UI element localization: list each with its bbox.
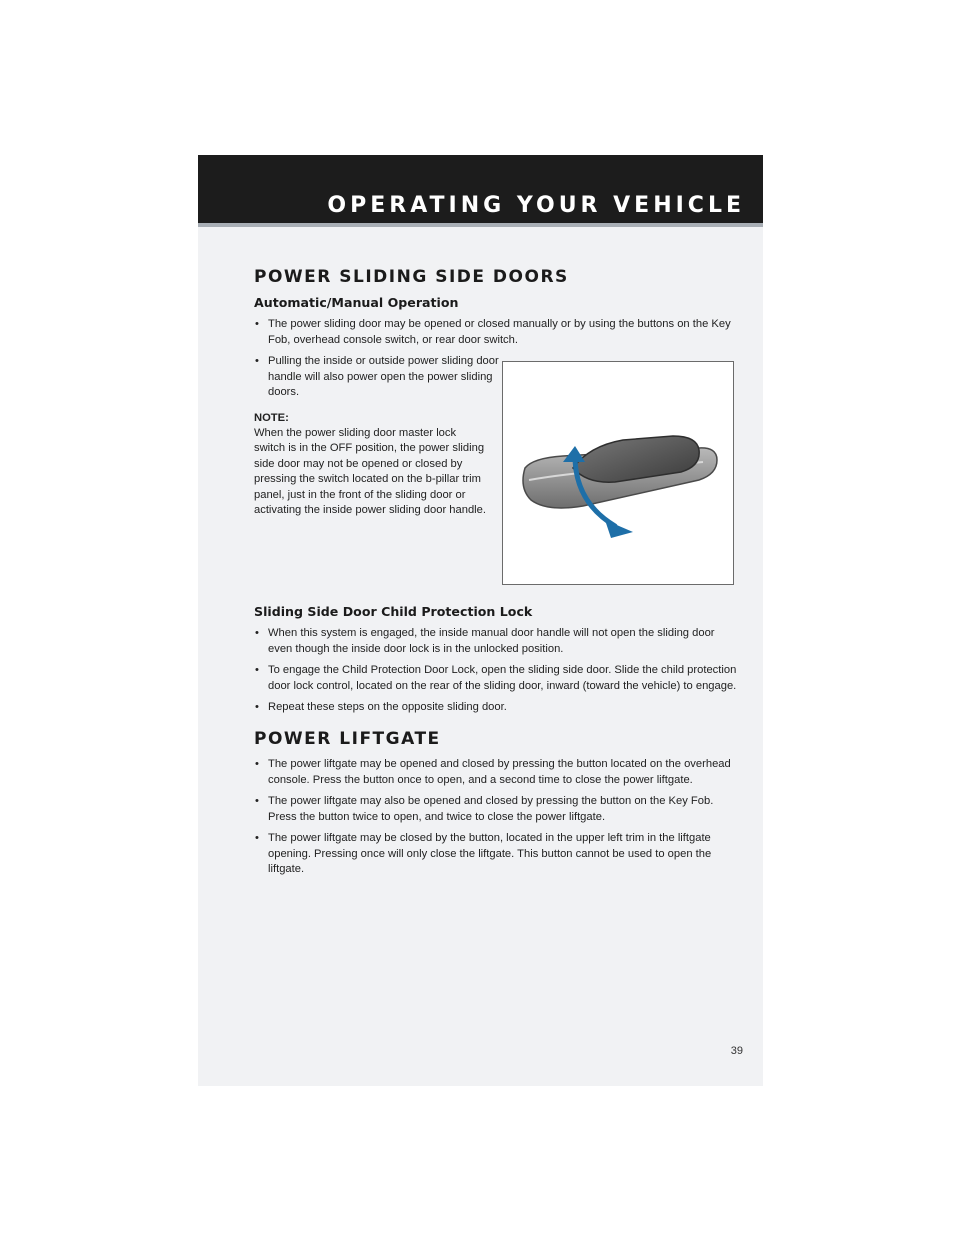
list-item [254,700,738,716]
note-label: NOTE: [254,411,289,424]
bullet-text: The power sliding door may be opened or closed manually or by using the buttons on the Key Fob, overhead console switch, or rear door switch. [268,318,731,346]
bullet-text: Repeat these steps on the opposite sliding door. [268,701,507,713]
bullet-marker: • [255,627,259,639]
section-title: POWER LIFTGATE [254,729,441,749]
section-title: POWER SLIDING SIDE DOORS [254,267,569,287]
bullet-marker: • [255,355,259,367]
bullet-text: The power liftgate may also be opened and closed by pressing the button on the Key Fob. Press the button twice to open, and twice to close the power liftgate. [268,795,714,823]
bullet-marker: • [255,758,259,770]
list-item [254,354,504,401]
manual-page [198,155,763,1086]
bullet-marker: • [255,832,259,844]
bullet-text: When this system is engaged, the inside manual door handle will not open the sliding door even though the inside door lock is in the unlocked position. [268,627,715,655]
list-item [254,757,738,788]
note-text: When the power sliding door master lock switch is in the OFF position, the power sliding side door may not be opened or closed by pressing the switch located on the b-pillar trim panel, just in the front of the sliding door or activating the inside power sliding door handle. [254,426,486,516]
list-item [254,831,738,878]
bullet-marker: • [255,701,259,713]
bullet-text: To engage the Child Protection Door Lock, open the sliding side door. Slide the child protection door lock control, located on the rear of the sliding door, inward (toward the vehicle) to engage. [268,664,737,692]
subsection-title: Automatic/Manual Operation [254,295,459,310]
bullet-marker: • [255,795,259,807]
bullet-text: The power liftgate may be opened and closed by pressing the button located on the overhead console. Press the button once to open, and a second time to close the power liftgate. [268,758,731,786]
list-item [254,626,738,657]
list-item [254,794,738,825]
section-power-sliding-doors [254,267,738,519]
page-number: 39 [730,1045,743,1057]
subsection-title: Sliding Side Door Child Protection Lock [254,604,533,619]
door-handle-illustration [502,361,734,585]
section-child-protection-lock [254,604,738,722]
list-item [254,317,738,348]
bullet-text: The power liftgate may be closed by the button, located in the upper left trim in the liftgate opening. Pressing once will only close the liftgate. This button cannot be used to open the liftgate. [268,832,712,875]
door-handle-drawing [503,362,733,584]
bullet-text: Pulling the inside or outside power sliding door handle will also power open the power sliding doors. [268,355,499,398]
bullet-marker: • [255,318,259,330]
page-header-title: OPERATING YOUR VEHICLE [327,193,745,218]
header-rule [198,223,763,227]
header-band [198,155,763,223]
list-item [254,663,738,694]
bullet-marker: • [255,664,259,676]
section-power-liftgate [254,729,738,884]
